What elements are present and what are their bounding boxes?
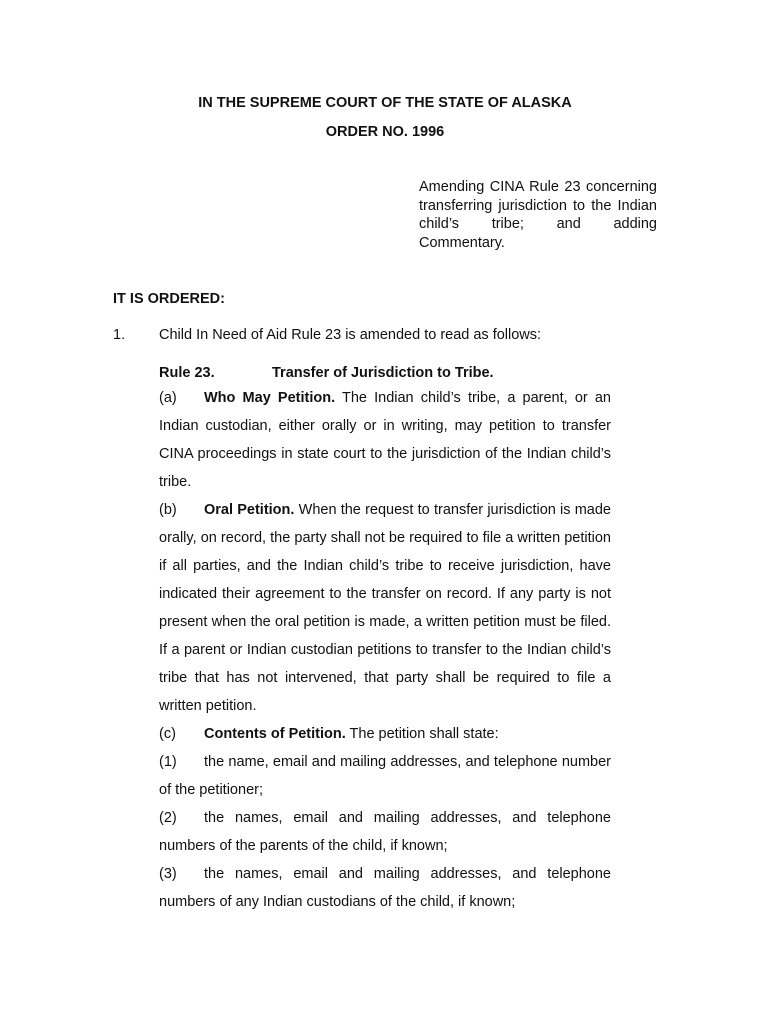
paragraph-heading: Contents of Petition. xyxy=(204,726,346,742)
paragraph-b xyxy=(159,496,611,720)
paragraph-label: (2) xyxy=(159,810,177,826)
it-is-ordered-heading: IT IS ORDERED: xyxy=(113,291,225,307)
item-number: 1. xyxy=(113,327,126,343)
paragraph-a xyxy=(159,384,611,496)
paragraph-c-3 xyxy=(159,860,611,916)
paragraph-text: the names, email and mailing addresses, and telephone numbers of any Indian custodians of the child, if known; xyxy=(159,866,611,910)
paragraph-heading: Who May Petition. xyxy=(204,390,336,406)
order-summary: Amending CINA Rule 23 concerning transferring jurisdiction to the Indian child’s tribe; and adding Commentary. xyxy=(419,179,657,251)
order-number: ORDER NO. 1996 xyxy=(325,124,445,140)
paragraph-text: The Indian child’s tribe, a parent, or an Indian custodian, either orally or in writing, may petition to transfer CINA proceedings in state court to the jurisdiction of the Indian child’s tribe. xyxy=(159,390,611,490)
paragraph-text: The petition shall state: xyxy=(345,726,499,742)
item-text: Child In Need of Aid Rule 23 is amended to read as follows: xyxy=(159,327,542,343)
paragraph-label: (3) xyxy=(159,866,177,882)
court-title: IN THE SUPREME COURT OF THE STATE OF ALASKA xyxy=(198,95,572,111)
rule-title: Transfer of Jurisdiction to Tribe. xyxy=(272,365,494,381)
paragraph-text: the names, email and mailing addresses, and telephone numbers of the parents of the child, if known; xyxy=(159,810,611,854)
paragraph-label: (a) xyxy=(159,390,177,406)
rule-body xyxy=(159,384,611,916)
paragraph-label: (c) xyxy=(159,726,176,742)
paragraph-heading: Oral Petition. xyxy=(204,502,295,518)
paragraph-text: When the request to transfer jurisdiction is made orally, on record, the party shall not be required to file a written petition if all parties, and the Indian child’s tribe to receive jurisdiction, have indicated their agreement to the transfer on record. If any party is not present when the oral petition is made, a written petition must be filed. If a parent or Indian custodian petitions to transfer to the Indian child’s tribe that has not intervened, that party shall be required to file a written petition. xyxy=(159,502,611,714)
paragraph-text: the name, email and mailing addresses, and telephone number of the petitioner; xyxy=(159,754,611,798)
paragraph-label: (1) xyxy=(159,754,177,770)
paragraph-label: (b) xyxy=(159,502,177,518)
paragraph-c-1 xyxy=(159,748,611,804)
paragraph-c-2 xyxy=(159,804,611,860)
paragraph-c xyxy=(159,720,611,748)
rule-heading xyxy=(159,365,494,381)
rule-number: Rule 23. xyxy=(159,365,215,381)
